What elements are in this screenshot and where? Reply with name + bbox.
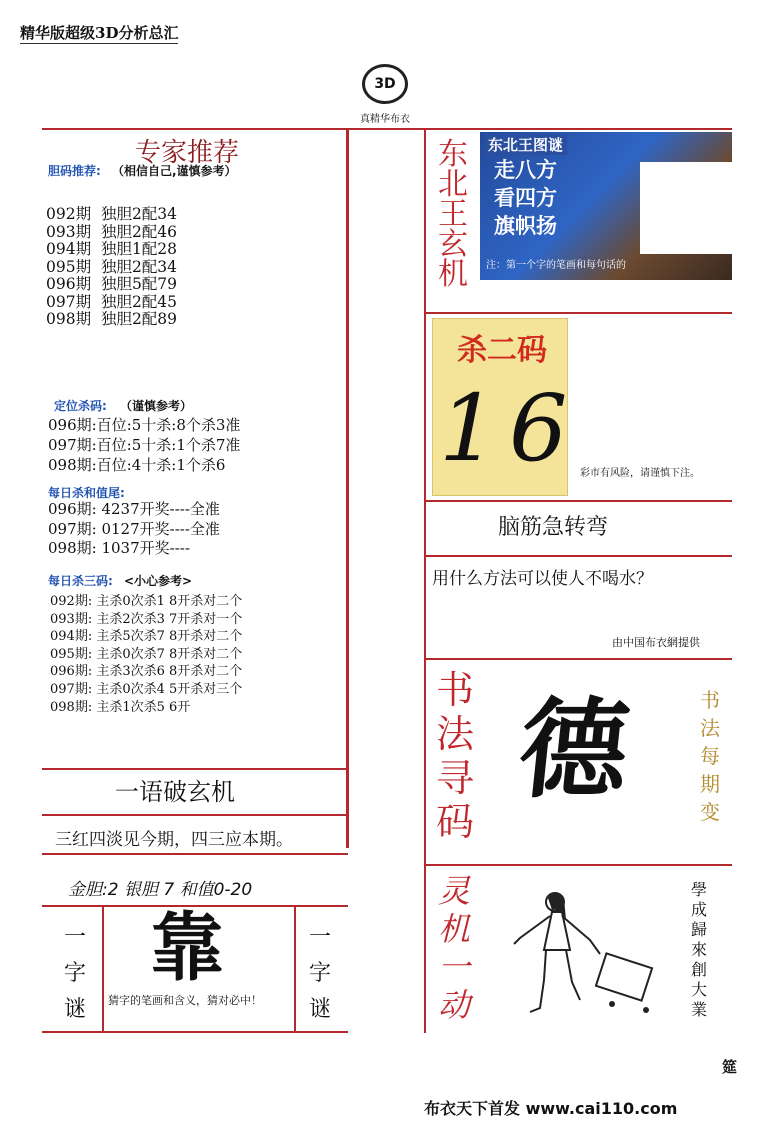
riddle-right-char: 一 (308, 925, 331, 950)
corner-mark: 筵 (722, 1058, 738, 1076)
sum-kill-list (48, 500, 220, 559)
calligraphy-side-char: 每 (700, 744, 720, 768)
logo (340, 58, 430, 128)
calligraphy-char-main: 德 (513, 687, 635, 813)
dongbei-lines (494, 156, 557, 240)
riddle-right-divider (294, 906, 296, 1032)
bottom-side (688, 880, 710, 1020)
dongbei-small-note: 注：第一个字的笔画和每句话的 (486, 260, 626, 271)
position-kill-list (48, 415, 240, 475)
dongbei-char: 机 (438, 257, 468, 292)
white-block (640, 162, 732, 254)
list-item: 097期: 主杀0次杀4 5开杀对三个 (50, 681, 243, 697)
bottom-side-char: 學 (690, 880, 707, 899)
riddle-left-divider (102, 906, 104, 1032)
riddle-bottom-line (42, 1031, 348, 1033)
riddle-char: 靠 (150, 905, 224, 991)
phrase-mid-line (42, 814, 348, 816)
position-kill-note: （谨慎参考） (120, 399, 193, 413)
position-kill-label: 定位杀码: (54, 399, 107, 413)
inspiration-char: 灵 (437, 872, 470, 910)
gold-text: 金胆:2 银胆 7 和值0-20 (68, 880, 253, 900)
brain-question: 用什么方法可以使人不喝水？ (432, 569, 653, 589)
dongbei-line: 走八方 (494, 157, 557, 182)
inspiration-char: 动 (437, 986, 470, 1024)
right-col-divider (424, 128, 426, 1033)
inspiration-char: 一 (437, 948, 470, 986)
kill-two-box (432, 318, 568, 496)
page-title: 精华版超级3D分析总汇 (20, 24, 179, 42)
bottom-side-char: 歸 (690, 920, 707, 939)
dongbei-char: 玄 (438, 227, 468, 262)
phrase-title: 一语破玄机 (115, 778, 235, 806)
list-item: 094期: 主杀5次杀7 8开杀对二个 (50, 629, 243, 645)
risk-text: 彩市有风险，请谨慎下注。 (580, 468, 700, 479)
list-item: 093期: 主杀2次杀3 7开杀对一个 (50, 611, 243, 627)
phrase-text: 三红四淡见今期，四三应本期。 (55, 830, 293, 850)
dongbei-bottom-line (424, 312, 732, 314)
brain-source: 由中国布衣網提供 (612, 636, 700, 649)
riddle-left-char: 字 (63, 961, 86, 986)
bottom-side-char: 來 (690, 940, 707, 959)
calligraphy-side-char: 期 (700, 772, 720, 796)
dongbei-char: 王 (438, 197, 468, 232)
kill-two-title: 杀二码 (457, 333, 547, 368)
calligraphy-char: 寻 (435, 756, 474, 800)
calligraphy-side-char: 法 (700, 716, 720, 740)
top-divider (42, 128, 732, 130)
phrase-bottom-line (42, 853, 348, 855)
kill-two-number-2: 6 (509, 375, 568, 482)
dan-list (46, 206, 177, 329)
list-item: 092期: 主杀0次杀1 8开杀对二个 (50, 594, 243, 609)
center-divider (346, 128, 349, 848)
bottom-side-char: 業 (690, 1000, 707, 1019)
calligraphy-char: 法 (435, 712, 474, 756)
bottom-side-char: 大 (690, 980, 707, 999)
dongbei-line: 看四方 (494, 185, 557, 210)
inspiration-vertical (434, 872, 474, 1024)
list-item: 097期 独胆2配45 (46, 292, 178, 311)
logo-caption: 真精华布衣 (360, 114, 410, 125)
kill-two-number-1: 1 (439, 375, 498, 482)
bottom-top-line (424, 864, 732, 866)
brain-top-line (424, 500, 732, 502)
brain-mid-line (424, 555, 732, 557)
list-item: 098期:百位:4十杀:1个杀6 (48, 456, 226, 474)
dongbei-char: 东 (438, 137, 468, 172)
list-item: 097期: 0127开奖----全准 (48, 519, 220, 538)
list-item: 098期: 1037开奖---- (48, 539, 190, 557)
list-item: 095期 独胆2配34 (46, 257, 178, 276)
dongbei-char: 北 (438, 167, 468, 202)
riddle-left-char: 一 (63, 925, 86, 950)
list-item: 097期:百位:5十杀:1个杀7准 (48, 436, 241, 454)
riddle-right-char: 谜 (308, 997, 331, 1022)
sum-kill-label: 每日杀和值尾: (48, 486, 125, 500)
riddle-right-label (305, 920, 335, 1028)
riddle-hint: 猜字的笔画和含义，猜对必中！ (108, 994, 262, 1007)
phrase-top-line (42, 768, 348, 770)
bottom-side-char: 創 (690, 960, 707, 979)
list-item: 098期 独胆2配89 (46, 310, 178, 328)
dan-label: 胆码推荐: (48, 164, 101, 178)
three-kill-list (50, 593, 242, 716)
calligraphy-char: 书 (435, 668, 474, 712)
list-item: 096期:百位:5十杀:8个杀3准 (48, 416, 241, 434)
bottom-side-char: 成 (690, 900, 707, 919)
traveler-illustration (500, 880, 670, 1020)
dongbei-vertical (434, 137, 472, 292)
list-item: 098期: 主杀1次杀5 6开 (50, 699, 191, 715)
list-item: 095期: 主杀0次杀7 8开杀对二个 (50, 646, 243, 662)
inspiration-char: 机 (437, 910, 470, 948)
list-item: 092期 独胆2配34 (46, 205, 178, 223)
calligraphy-side-char: 书 (700, 688, 720, 712)
list-item: 094期 独胆1配28 (46, 240, 178, 258)
calligraphy-vertical (432, 668, 478, 844)
list-item: 096期: 主杀3次杀6 8开杀对二个 (50, 664, 243, 680)
three-kill-note: <小心参考> (124, 574, 193, 588)
brain-title: 脑筋急转弯 (498, 515, 609, 540)
riddle-left-char: 谜 (63, 997, 86, 1022)
list-item: 093期 独胆2配46 (46, 222, 178, 241)
three-kill-label: 每日杀三码: (48, 574, 113, 588)
logo-badge: 3D (362, 64, 408, 104)
list-item: 096期: 4237开奖----全准 (48, 500, 220, 518)
footer: 布衣天下首发 www.cai110.com (424, 1099, 678, 1118)
calligraphy-char: 码 (435, 800, 474, 844)
list-item: 096期 独胆5配79 (46, 275, 178, 293)
expert-title: 专家推荐 (135, 138, 240, 168)
calligraphy-side (696, 686, 724, 826)
calligraphy-side-char: 变 (700, 800, 720, 824)
riddle-left-label (60, 920, 90, 1028)
dongbei-line: 旗帜扬 (494, 213, 557, 238)
calligraphy-top-line (424, 658, 732, 660)
riddle-right-char: 字 (308, 961, 331, 986)
dan-note: （相信自己,谨慎参考） (112, 164, 237, 178)
dongbei-banner-title: 东北王图谜 (484, 134, 567, 155)
dongbei-banner (480, 132, 732, 280)
